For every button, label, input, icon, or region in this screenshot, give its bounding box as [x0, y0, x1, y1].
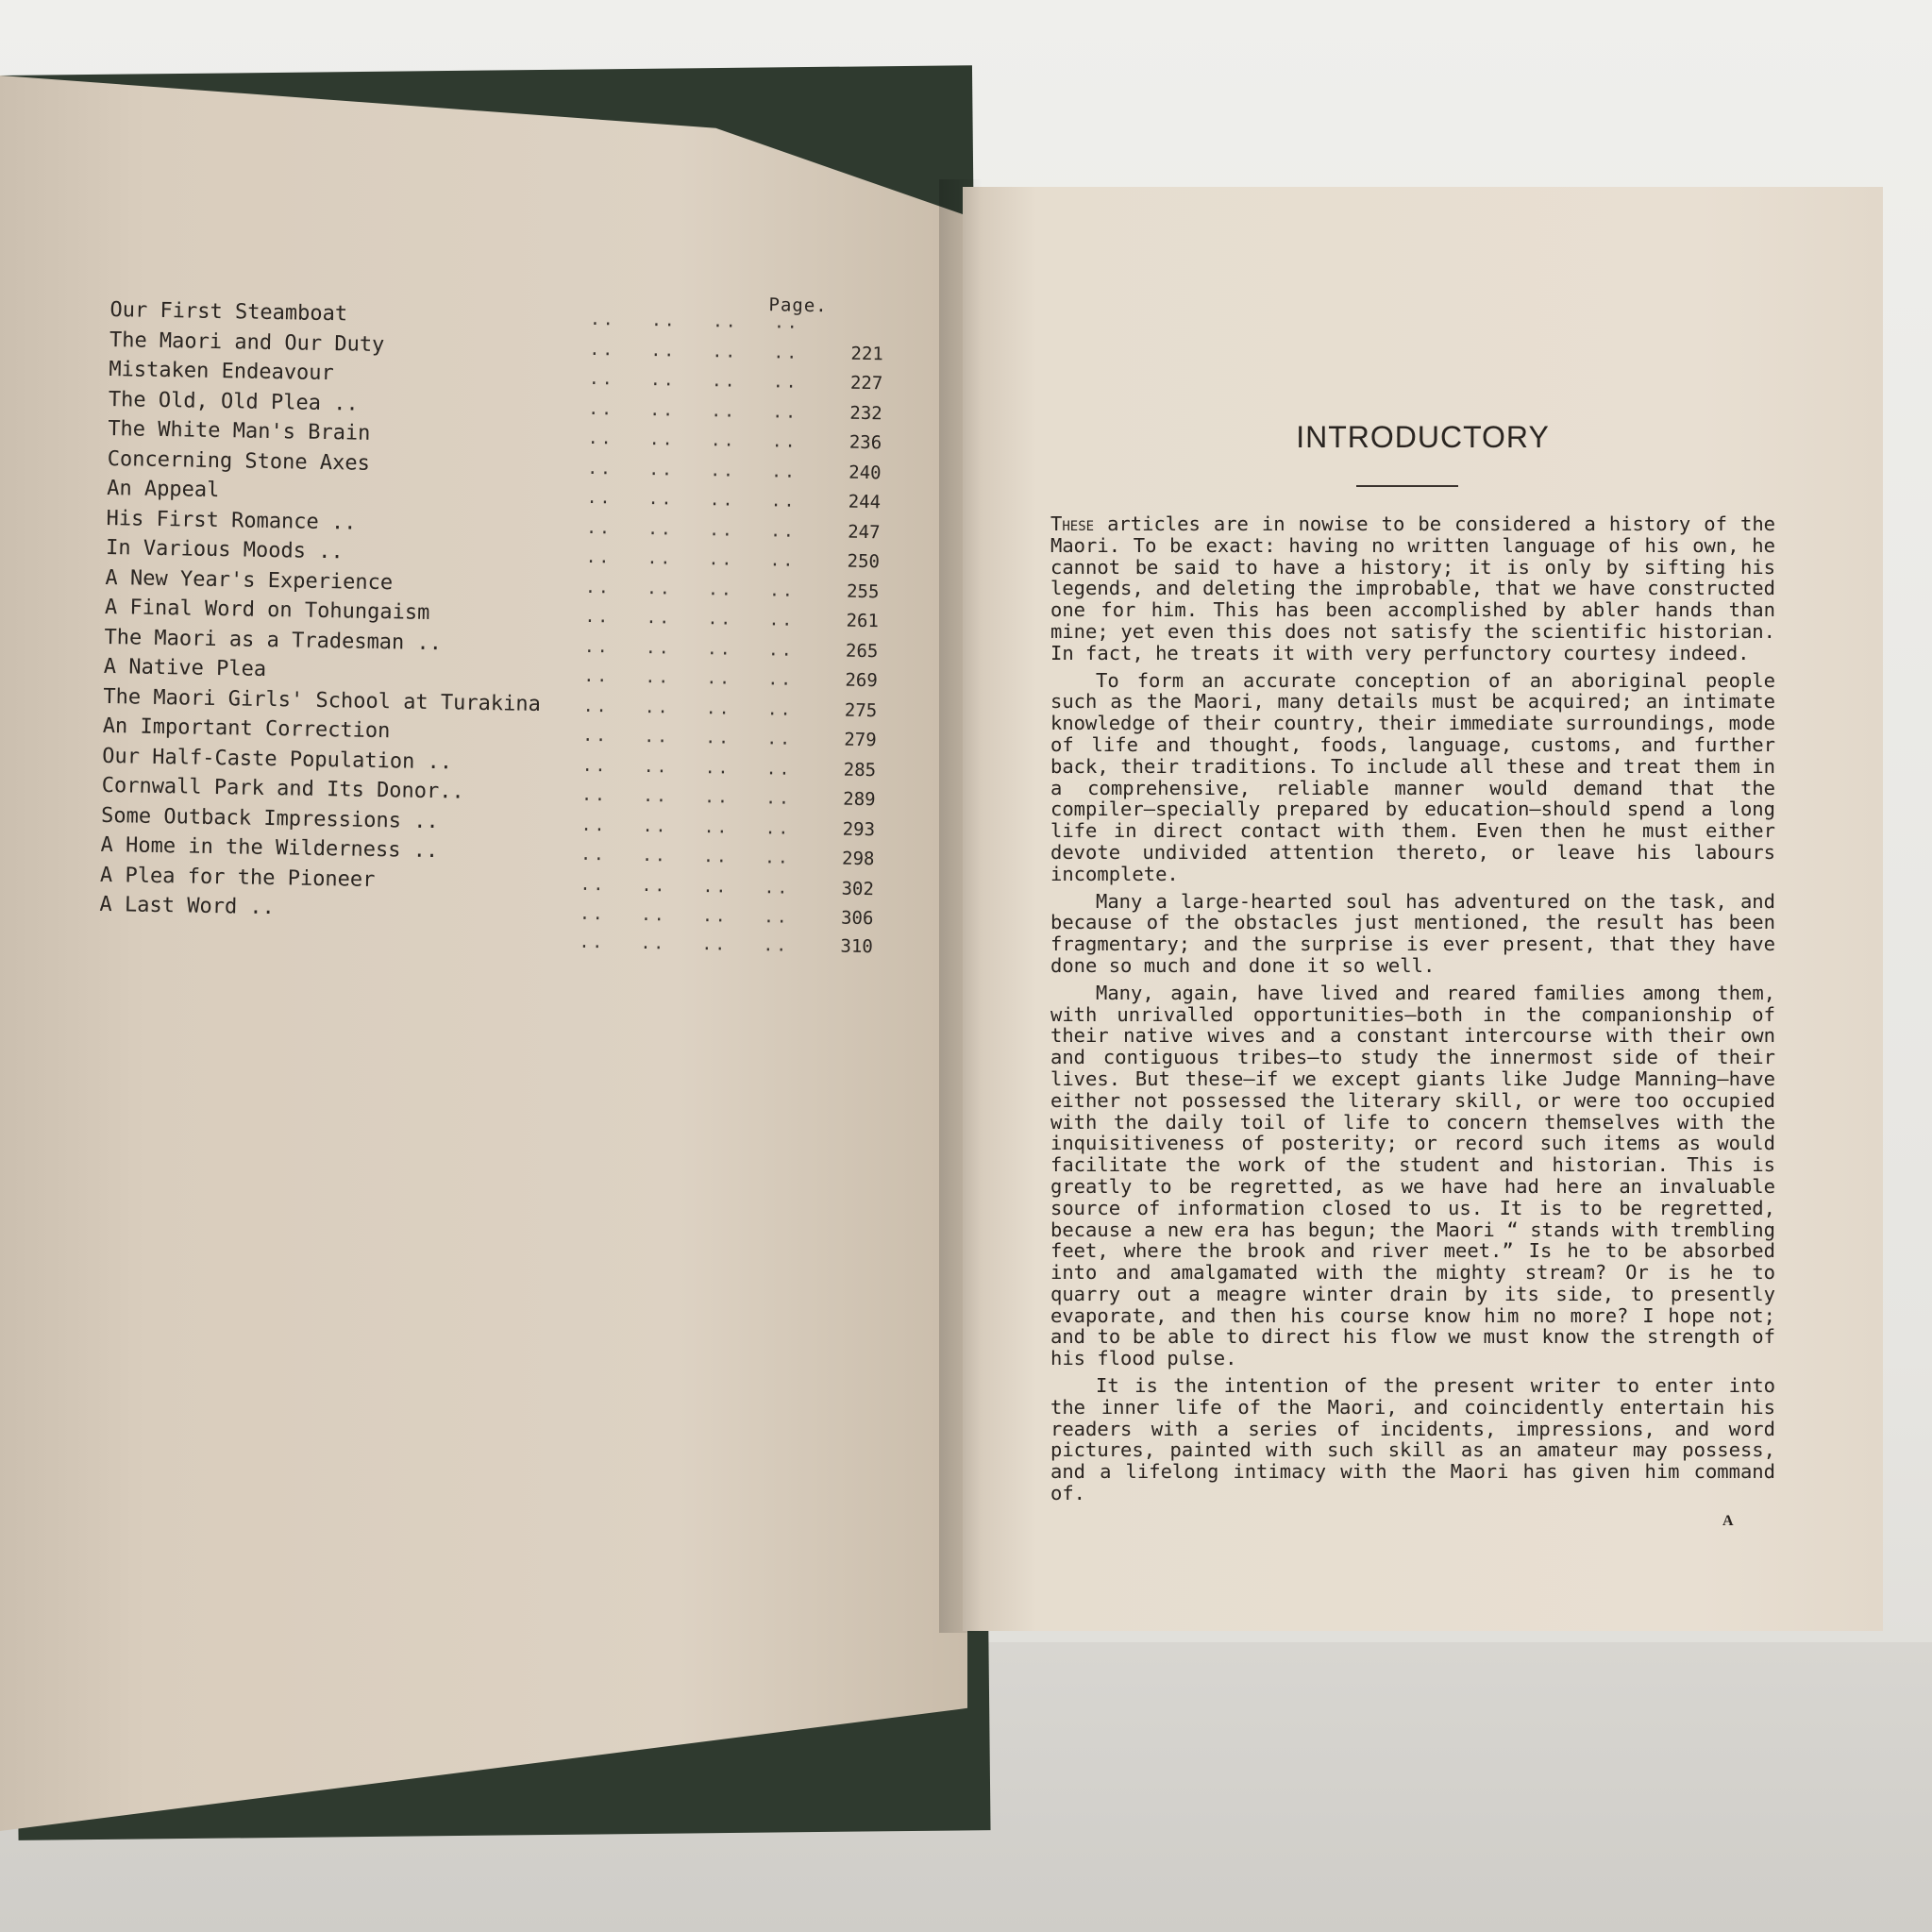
toc-entry-title: Our Half-Caste Population .. — [102, 744, 453, 774]
toc-list — [99, 298, 884, 966]
toc-leader-dots: .. .. .. .. — [579, 903, 790, 928]
toc-entry-page: 306 — [840, 907, 874, 930]
toc-entry-page — [817, 328, 883, 329]
toc-entry-page: 265 — [845, 640, 879, 662]
toc-leader-dots: .. .. .. .. — [587, 458, 798, 482]
toc-leader-dots: .. .. .. .. — [581, 784, 793, 809]
paragraph-3: Many a large-hearted soul has adventured on the task, and because of the obstacles just mentioned, the result has been fragmentary; and the surprise is ever present, that they have done so much and done it so well. — [1050, 889, 1775, 977]
toc-entry-page: 279 — [844, 729, 877, 751]
paragraph-1-text: articles are in nowise to be considered a history of the Maori. To be exact: having no written language of his own, he cannot be said to have a history; it is only by sifting his legends, and deleting the improbable, that we have constructed one for him. This has been accomplished by abler hands than mine; yet even this does not satisfy the scientific historian. In fact, he treats it with very perfunctory courtesy indeed. — [1050, 512, 1776, 664]
toc-entry-page: 227 — [849, 372, 883, 395]
toc-leader-dots: .. .. .. .. — [582, 725, 794, 749]
toc-entry-page: 298 — [841, 848, 875, 870]
toc-entry-title: Concerning Stone Axes — [107, 446, 371, 476]
toc-entry-title: The Maori and Our Duty — [109, 328, 385, 357]
toc-leader-dots: .. .. .. .. — [584, 577, 796, 601]
toc-entry-title: A Home in the Wilderness .. — [100, 832, 439, 864]
toc-entry-title: Mistaken Endeavour — [109, 357, 335, 386]
toc-leader-dots: .. .. .. .. — [587, 428, 798, 452]
toc-entry-page: 240 — [848, 462, 882, 483]
toc-leader-dots: .. .. .. .. — [580, 844, 792, 868]
chapter-title: INTRODUCTORY — [1296, 420, 1550, 454]
toc-entry-title: A Plea for the Pioneer — [99, 863, 376, 892]
toc-leader-dots: .. .. .. .. — [589, 309, 800, 333]
paragraph-5: It is the intention of the present writer to enter into the inner life of the Maori, and coincidently entertain his readers with a series of incidents, impressions, and word pictures, painted with such skill as an amateur may possess, and a lifelong intimacy with the Maori has given him command of. — [1050, 1374, 1775, 1505]
toc-entry-title: A Last Word .. — [99, 892, 276, 920]
paragraph-4: Many, again, have lived and reared families among them, with unrivalled opportunities—both in the companionship of their native wives and a constant intercourse with their own and contiguous tribes—to study the innermost side of their lives. But these—if we except giants like Judge Manning—have either not possessed the literary skill, or were too occupied with the daily toil of life to concern themselves with the inquisitiveness of posterity; or record such items as would facilitate the work of the student and historian. This is greatly to be regretted, as we have had here an invaluable source of information closed to us. It is to be regretted, because a new era has begun; the Maori “ stands with trembling feet, where the brook and river meet.” Is he to be absorbed into and amalgamated with the mighty stream? Or is he to quarry out a meagre winter drain by its side, to presently evaporate, and then his course know him no more? I hope not; and to be able to direct his flow we must know the strength of his flood pulse. — [1050, 981, 1775, 1370]
toc-entry-page: 275 — [844, 699, 878, 721]
toc-entry-page: 221 — [850, 343, 884, 364]
toc-entry-page: 285 — [843, 759, 877, 781]
toc-leader-dots: .. .. .. .. — [589, 339, 800, 363]
toc-entry-title: An Important Correction — [102, 714, 391, 744]
toc-entry-page: 232 — [849, 402, 882, 424]
toc-leader-dots: .. .. .. .. — [586, 517, 798, 542]
toc-page-header: Page. — [768, 294, 828, 317]
toc-entry-title: In Various Moods .. — [105, 535, 344, 564]
toc-entry-title: The White Man's Brain — [108, 416, 371, 445]
toc-entry-title: An Appeal — [106, 476, 220, 503]
toc-leader-dots: .. .. .. .. — [583, 636, 795, 661]
toc-entry-title: Cornwall Park and Its Donor.. — [101, 773, 464, 804]
title-rule — [1356, 485, 1458, 487]
toc-leader-dots: .. .. .. .. — [583, 665, 795, 690]
toc-leader-dots: .. .. .. .. — [588, 368, 799, 393]
paragraph-1 — [1050, 513, 1775, 664]
toc-entry-page: 250 — [847, 550, 881, 573]
toc-entry-title: The Old, Old Plea .. — [108, 387, 359, 416]
toc-entry-title: The Maori Girls' School at Turakina — [103, 684, 542, 716]
toc-entry-page: 293 — [842, 818, 876, 840]
toc-entry-title: A Final Word on Tohungaism — [104, 595, 430, 625]
toc-leader-dots: .. .. .. .. — [580, 815, 792, 839]
signature-mark: A — [1722, 1513, 1734, 1529]
introduction-text — [1050, 513, 1775, 1510]
toc-leader-dots: .. .. .. .. — [586, 487, 798, 512]
toc-leader-dots: .. .. .. .. — [580, 874, 791, 899]
toc-entry-page: 255 — [846, 580, 880, 602]
toc-entry-page: 269 — [845, 669, 878, 692]
toc-leader-dots: .. .. .. .. — [579, 932, 790, 956]
toc-entry-title: The Maori as a Tradesman .. — [104, 625, 443, 655]
lead-word: These — [1050, 512, 1095, 535]
toc-entry-title: Some Outback Impressions .. — [100, 803, 439, 833]
toc-leader-dots: .. .. .. .. — [584, 606, 796, 630]
toc-entry-page: 261 — [846, 610, 880, 632]
toc-entry-page: 310 — [840, 935, 874, 957]
toc-entry-page: 236 — [848, 431, 882, 454]
toc-entry-page: 247 — [848, 521, 881, 543]
paragraph-2: To form an accurate conception of an aboriginal people such as the Maori, many details must be acquired; an intimate knowledge of their country, their immediate surroundings, mode of life and thought, foods, language, customs, and further back, their traditions. To include all these and treat them in a comprehensive, reliable manner would demand that the compiler—specially prepared by education—should spend a long life in direct contact with them. Even then he must either devote undivided attention thereto, or leave his labours incomplete. — [1050, 668, 1775, 885]
toc-leader-dots: .. .. .. .. — [582, 696, 794, 720]
table-of-contents — [99, 283, 884, 966]
book-gutter — [939, 179, 982, 1633]
toc-entry-title: A New Year's Experience — [105, 565, 394, 595]
toc-entry-page: 302 — [841, 878, 875, 899]
toc-entry-title — [99, 938, 562, 947]
toc-entry-title: Our First Steamboat — [109, 297, 348, 327]
toc-entry-page: 244 — [848, 491, 882, 513]
toc-entry-title: A Native Plea — [103, 654, 267, 681]
toc-entry-page: 289 — [843, 788, 876, 811]
toc-entry-title: His First Romance .. — [106, 506, 357, 535]
toc-leader-dots: .. .. .. .. — [588, 398, 799, 423]
toc-leader-dots: .. .. .. .. — [581, 755, 793, 780]
toc-leader-dots: .. .. .. .. — [585, 546, 797, 571]
